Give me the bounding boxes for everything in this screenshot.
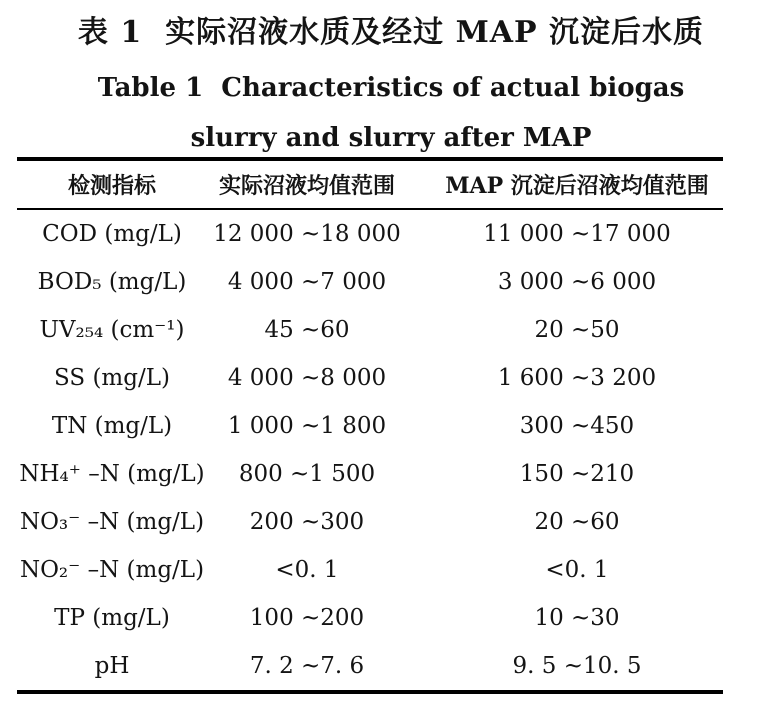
table-row	[17, 354, 723, 402]
table-caption-en-line2: slurry and slurry after MAP	[190, 123, 592, 153]
cell-actual: 100 ~200	[249, 605, 365, 631]
cell-indicator: COD (mg/L)	[42, 221, 182, 247]
cell-actual: 7. 2 ~7. 6	[249, 653, 365, 679]
cell-actual: 800 ~1 500	[238, 461, 376, 487]
cell-after: 1 600 ~3 200	[497, 365, 657, 391]
table-header-row	[17, 161, 723, 210]
table-row	[17, 642, 723, 690]
cell-indicator: pH	[94, 653, 130, 679]
cell-after: 150 ~210	[519, 461, 635, 487]
table-row	[17, 450, 723, 498]
cell-indicator: BOD₅ (mg/L)	[37, 269, 187, 295]
table-row	[17, 546, 723, 594]
cell-after: 20 ~60	[534, 509, 620, 535]
cell-indicator: UV₂₅₄ (cm⁻¹)	[39, 317, 185, 343]
cell-actual: 1 000 ~1 800	[227, 413, 387, 439]
cell-indicator: NH₄⁺ –N (mg/L)	[19, 461, 205, 487]
cell-after: 300 ~450	[519, 413, 635, 439]
cell-indicator: TN (mg/L)	[51, 413, 173, 439]
cell-after: <0. 1	[545, 557, 609, 583]
table-row	[17, 498, 723, 546]
cell-after: 10 ~30	[534, 605, 620, 631]
cell-indicator: TP (mg/L)	[54, 605, 170, 631]
cell-indicator: NO₂⁻ –N (mg/L)	[19, 557, 205, 583]
cell-after: 20 ~50	[534, 317, 620, 343]
cell-indicator: NO₃⁻ –N (mg/L)	[19, 509, 205, 535]
cell-actual: 12 000 ~18 000	[213, 221, 401, 247]
table-row	[17, 210, 723, 258]
cell-actual: 45 ~60	[264, 317, 350, 343]
cell-after: 3 000 ~6 000	[497, 269, 657, 295]
header-cell-actual: 实际沼液均值范围	[218, 173, 395, 199]
header-cell-indicator: 检测指标	[67, 173, 156, 199]
header-cell-after: MAP 沉淀后沼液均值范围	[445, 173, 709, 199]
cell-after: 11 000 ~17 000	[483, 221, 671, 247]
cell-actual: <0. 1	[275, 557, 339, 583]
cell-after: 9. 5 ~10. 5	[512, 653, 642, 679]
cell-indicator: SS (mg/L)	[54, 365, 170, 391]
data-table	[17, 157, 723, 694]
cell-actual: 4 000 ~7 000	[227, 269, 387, 295]
table-caption-zh: 表 1 实际沼液水质及经过 MAP 沉淀后水质	[77, 15, 705, 50]
table-row	[17, 258, 723, 306]
table-caption-en-line1: Table 1 Characteristics of actual biogas	[97, 73, 685, 103]
table-row	[17, 594, 723, 642]
cell-actual: 4 000 ~8 000	[227, 365, 387, 391]
cell-actual: 200 ~300	[249, 509, 365, 535]
table-row	[17, 402, 723, 450]
table-row	[17, 306, 723, 354]
